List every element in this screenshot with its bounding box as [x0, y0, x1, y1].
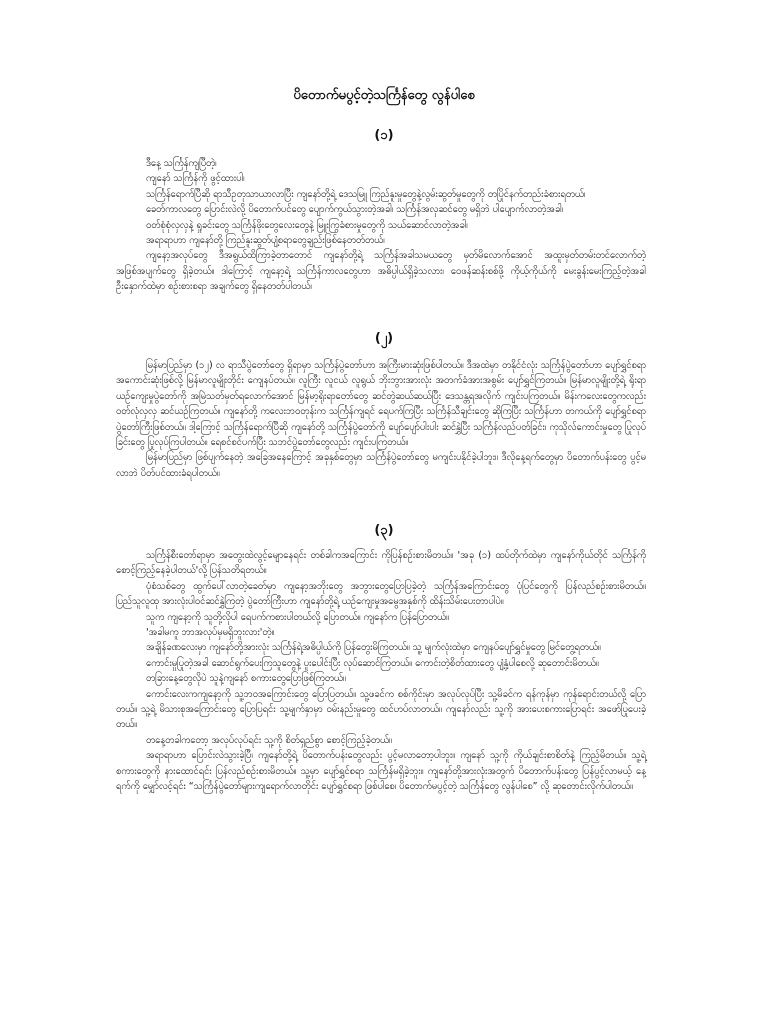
paragraph: 'အခါမကူ ဘာအလုပ်မှမရှိဘူးလား'တဲ့။ [146, 627, 275, 639]
paragraph: သင်္ကြန်ရောက်ပြီဆို ရာသီဥတုသာယာလာပြီး ကျနော်တို့ရဲ့ ဒေသမြူ ကြည်နူးမှုတွေနဲ့လွမ်းဆွတ်မှုတွေကို တပြိုင်နက်တည်းခံစားရတယ်၊ [146, 188, 586, 200]
paragraph: ဒီနေ့ သင်္ကြန်ကျပြီတဲ့၊ [146, 158, 217, 169]
section-body-2 [116, 358, 646, 481]
paragraph: တနေ့တခါကတော့ အလုပ်လုပ်ရင်း သူ့ကို စိတ်ရှည်စွာ စောင့်ကြည့်ခဲ့တယ်။ [146, 734, 392, 746]
paragraph: မြန်မာပြည်မှာ (၁၂) လ ရာသီပွဲတော်တွေ ရှိရာမှာ သင်္ကြန်ပွဲတော်ဟာ အကြီးမားဆုံးဖြစ်ပါတယ်။ ဒီအထဲမှာ တနိုင်ငံလုံး သင်္ကြန်ပွဲတော်ဟာ ပျော်ရွှင်စရာအကောင်းဆုံးဖြစ်လို့ မြန်မာလူမျိုးတိုင်း ကျေနပ်တယ်။ လူကြီး လူငယ် လူရွယ် ဘိုးဘွားအားလုံး အတက်ခံအားအစွမ်း ပျော်ရွှင်ကြတယ်။ မြန်မာလူမျိုးတို့ရဲ့ ရိုးရာယဉ်ကျေးမှုပွဲတော်ကို အမြဲသတ်မှတ်ရလောက်အောင် မြန်မာ့ရိုးရာတော်တွေ ဆင်တွဲဆယ်ဆယ်ပြီး ဒေသန္တရအလိုက် ကျင်းပကြတယ်။ မိန်းကလေးတွေကလည်း ဝတ်လုံလှလှ ဆင်ယဉ်ကြတယ်။ ကျနော်တို့ ကလေးဘဝတုန်းက သင်္ကြန်ကျရင် ရေပက်ကြပြီး သင်္ကြန်သီချင်းတွေ ဆိုကြပြီး သင်္ကြန်ဟာ တကယ်ကို ပျော်ရွှင်စရာ ပွဲတော်ကြီးဖြစ်တယ်။ ဒါ့ကြောင့် သင်္ကြန်ရောက်ပြီဆို ကျနော်တို့ သင်္ကြန်ပွဲတော်ကို ပျော်ပျော်ပါးပါး ဆင်နွှဲပြီး သင်္ကြန်လည်ပတ်ခြင်း၊ ကုသိုလ်ကောင်းမှုတွေ ပြုလုပ်ခြင်းတွေ ပြုလုပ်ကြပါတယ်။ ရေစင်စင်ပက်ပြီး သဘင်ပွဲတော်တွေလည်း ကျင်းပကြတယ်။ [116, 360, 646, 449]
section-number-3: (၃) [374, 523, 394, 538]
paragraph: ကောင်းလေးကကျနော့ကို သူ့ဘဝအကြောင်းတွေ ပြောပြတယ်။ သူ့ဖခင်က စစ်ကိုင်းမှာ အလုပ်လုပ်ပြီး သူ့မိခင်က ရန်ကုန်မှာ ကုန်ရောင်းတယ်လို့ ပြောတယ်။ သူ့ရဲ့ မိသားစုအကြောင်းတွေ ပြောပြရင်း သူ့မျက်နှာမှာ ဝမ်းနည်းမှုတွေ ထင်ဟပ်လာတယ်။ ကျနော်လည်း သူ့ကို အားပေးစကားပြောရင်း အဖော်ပြုပေးခဲ့တယ်။ [116, 688, 646, 731]
paragraph: အရာရာဟာ ကျနော်တို့ ကြည်နူးဆွတ်ပျံ့စရာတွေချည်းဖြစ်နေတတ်တယ်၊ [146, 235, 385, 247]
section-number-2: (၂) [374, 331, 394, 346]
paragraph: သူက ကျနော့ကို သူတို့လိုပါ ရေပက်ကစားပါတယ်လို့ ပြောတယ်။ ကျနော်က ပြန်ပြောတယ်။ [146, 611, 449, 623]
paragraph: တခြားနေ့တွေလိုပဲ သူနဲ့ကျနော် စကားတွေပြောဖြစ်ကြတယ်။ [146, 673, 346, 685]
paragraph: အရာရာဟာ ပြောင်းလဲသွားခဲ့ပြီ၊ ကျနော်တို့ရဲ့ ပိတောက်ပန်းတွေလည်း ပွင့်မလာတော့ပါဘူး။ ကျနော် သူ့ကို ကိုယ်ချင်းစာစိတ်နဲ့ ကြည့်မိတယ်။ သူ့ရဲ့ စကားတွေကို နားထောင်ရင်း ပြန်လည်စဉ်းစားမိတယ်။ သူ့မှာ ပျော်ရွှင်စရာ သင်္ကြန်မရှိခဲ့ဘူး။ ကျနော်တို့အားလုံးအတွက် ပိတောက်ပန်းတွေ ပြန်ပွင့်လာမယ့် နေ့ရက်ကို မျှော်လင့်ရင်း “သင်္ကြန်ပွဲတော်များကျရောက်လာတိုင်း ပျော်ရွှင်စရာ ဖြစ်ပါစေ၊ ပိတောက်မပွင့်တဲ့ သင်္ကြန်တွေ လွန်ပါစေ” လို့ ဆုတောင်းလိုက်ပါတယ်။ [116, 750, 646, 793]
paragraph: ဝတ်စုံစုံလှလှနဲ့ ရှုခင်းတွေ သင်္ကြန်ဖိုးတွေလေးတွေနဲ့ မြူးကြွခံစားမှုတွေကို သယ်ဆောင်လာတဲ့အခါ၊ [146, 219, 468, 231]
paragraph: မြန်မာပြည်မှာ ဖြစ်ပျက်နေတဲ့ အခြေအနေကြောင့် အခုနှစ်တွေမှာ သင်္ကြန်ပွဲတော်တွေ မကျင်းပနိုင်ခဲ့ပါဘူး။ ဒီလိုနေ့ရက်တွေမှာ ပိတောက်ပန်းတွေ ပွင့်မလာဘဲ ပိတ်ပင်ထားခံရပါတယ်။ [116, 452, 646, 479]
section-body-1 [116, 156, 646, 295]
paragraph: ပုံစံသစ်တွေ ထွက်ပေါ်လာတဲ့ခေတ်မှာ ကျနော့အဘိုးတွေ အဘွားတွေပြောပြခဲ့တဲ့ သင်္ကြန်အကြောင်းတွေ ပုံပြင်တွေကို ပြန်လည်စဉ်းစားမိတယ်။ ပြည်သူလူထု အားလုံးပါဝင်ဆင်နွှဲကြတဲ့ ပွဲတော်ကြီးဟာ ကျနော်တို့ရဲ့ ယဉ်ကျေးမှုအမွေအနှစ်ကို ထိန်းသိမ်းပေးတာပါပဲ။ [116, 580, 646, 608]
section-body-3 [116, 548, 646, 795]
document-title: ပိတောက်မပွင့်တဲ့သင်္ကြန်တွေ လွန်ပါစေ [293, 88, 475, 103]
paragraph: အချိန်ခဏလေးမှာ ကျနော်တို့အားလုံး သင်္ကြန်ရဲ့အဓိပ္ပါယ်ကို ပြန်တွေးမိကြတယ်။ သူ့ မျက်လုံးထဲမှာ ကျေနပ်ပျော်ရွှင်မှုတွေ မြင်တွေ့ရတယ်။ [146, 642, 601, 654]
paragraph: ကောင်းမှုပြုတဲ့အခါ ဆောင်ရွက်ပေးကြသူတွေနဲ့ ပူးပေါင်းပြီး လုပ်ဆောင်ကြတယ်။ ကောင်းတဲ့စိတ်ထားတွေ ပျံ့နှံ့ပါစေလို့ ဆုတောင်းမိတယ်။ [146, 657, 599, 669]
section-number-1: (၁) [374, 128, 394, 143]
paragraph: ကျနော် သင်္ကြန်ကို ဖွင့်ထားပါ၊ [146, 173, 245, 185]
paragraph: ခေတ်ကာလတွေ ပြောင်းလဲလို့ ပိတောက်ပင်တွေ ပျောက်ကွယ်သွားတဲ့အခါ၊ သင်္ကြန်အလှဆင်တွေ မရှိဘဲ ပါပျောက်လာတဲ့အခါ၊ [146, 204, 564, 216]
paragraph: သင်္ကြန်စီးတော်ရာမှာ အတွေးထဲလွင့်မျောနေရင်း တစ်ခါကအကြောင်း ကိုပြန်စဉ်းစားမိတယ်။ 'အခု (၁) ထပ်တိုက်ထဲမှာ ကျနော်ကိုယ်တိုင် သင်္ကြန်ကို စောင့်ကြည့်နေခဲ့ပါတယ်'လို့ ပြန်သတိရတယ်။ [116, 550, 646, 577]
paragraph: ကျနော့အလုပ်တွေ ဒီအရွယ်ထိကြာခဲ့တာတောင် ကျနော်တို့ရဲ့ သင်္ကြန်အခါသမယတွေ မှတ်မိလောက်အောင် အထူးမှတ်တမ်းတင်လောက်တဲ့ အဖြစ်အပျက်တွေ ရှိခဲ့တယ်။ ဒါကြောင့် ကျနော့ရဲ့ သင်္ကြန်ကာလတွေဟာ အဓိပ္ပါယ်ရှိခဲ့သလား၊ ဝေဖန်ဆန်းစစ်ဖို့ ကိုယ့်ကိုယ်ကို မေးခွန်းမေးကြည့်တဲ့အခါ ဦးနှောက်ထဲမှာ စဉ်းစားစရာ အချက်တွေ ရှိနေတတ်ပါတယ်၊ [116, 250, 646, 293]
